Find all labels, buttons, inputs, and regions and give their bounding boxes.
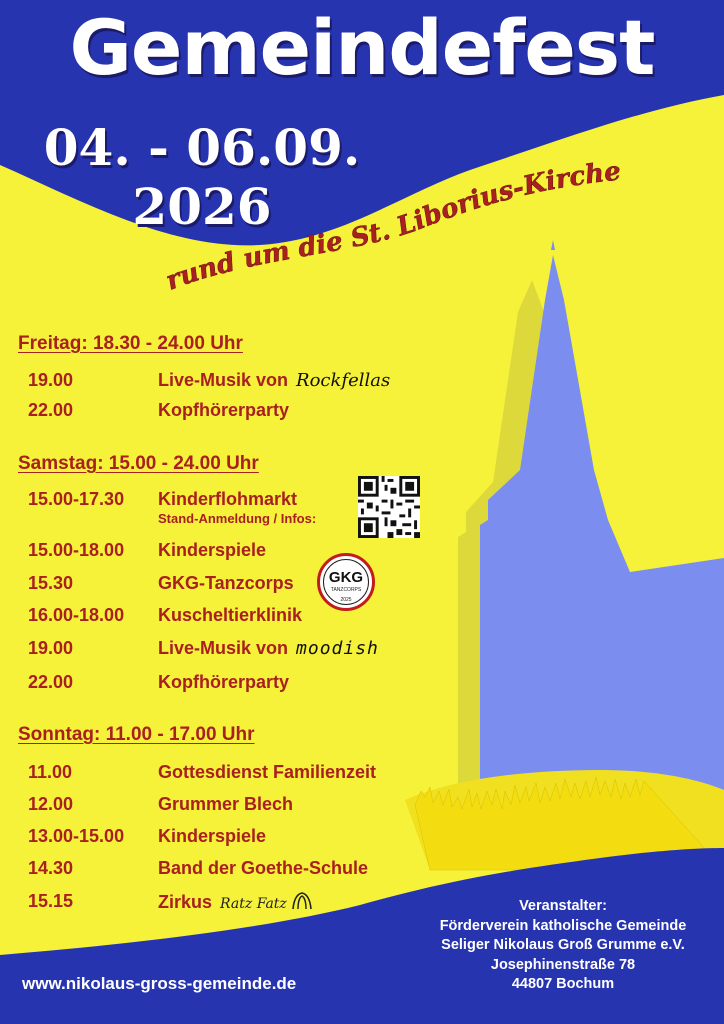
item-event: Kinderflohmarkt	[158, 489, 298, 509]
item-time: 15.00-17.30	[28, 489, 125, 509]
item-time: 11.00	[28, 762, 73, 782]
item-time: 22.00	[28, 672, 74, 692]
dates-range: 04. - 06.09.	[43, 118, 361, 177]
item-event: Zirkus Ratz Fatz	[158, 891, 313, 913]
church-spire-tip	[551, 240, 555, 250]
organizer-city: 44807 Bochum	[511, 976, 615, 992]
item-time: 15.00-18.00	[28, 540, 125, 560]
item-event: Kopfhörerparty	[158, 672, 290, 692]
item-event: Kinderspiele	[158, 826, 267, 846]
ratz-fatz-logo: Ratz Fatz	[220, 896, 287, 912]
poster-title: Gemeindefest	[69, 3, 655, 92]
organizer-heading: Veranstalter:	[519, 898, 607, 914]
gkg-tanzcorps-logo	[317, 553, 375, 611]
item-time: 13.00-15.00	[28, 826, 125, 846]
item-time: 15.15	[28, 891, 74, 911]
item-event: Band der Goethe-Schule	[158, 858, 369, 878]
organizer-line2: Seliger Nikolaus Groß Grumme e.V.	[441, 937, 685, 953]
item-event: Kinderspiele	[158, 540, 267, 560]
qr-code-icon[interactable]	[358, 476, 420, 538]
badge-sub: TANZCORPS	[330, 587, 362, 593]
subtitle-text: rund um die St. Liborius-Kirche	[162, 156, 623, 297]
organizer-block	[398, 897, 724, 995]
item-time: 22.00	[28, 400, 74, 420]
item-event: Gottesdienst Familienzeit	[158, 762, 377, 782]
dates-year: 2026	[132, 177, 272, 236]
item-time: 19.00	[28, 638, 74, 658]
item-event: Kuscheltierklinik	[158, 605, 303, 625]
organizer-line1: Förderverein katholische Gemeinde	[439, 917, 687, 934]
circus-tent-icon	[291, 891, 313, 911]
badge-text: GKG	[328, 569, 364, 586]
sunday-heading: Sonntag: 11.00 - 17.00 Uhr	[18, 724, 255, 745]
item-event: Live-Musik von Rockfellas	[158, 370, 391, 391]
item-time: 15.30	[28, 573, 74, 593]
website-link[interactable]: www.nikolaus-gross-gemeinde.de	[22, 974, 297, 993]
item-event: GKG-Tanzcorps	[158, 573, 294, 593]
item-event: Kopfhörerparty	[158, 400, 290, 420]
organizer-street: Josephinenstraße 78	[490, 956, 636, 973]
badge-year: 2025	[340, 597, 352, 603]
item-note: Stand-Anmeldung / Infos:	[158, 511, 317, 526]
item-time: 14.30	[28, 858, 74, 878]
rockfellas-logo: Rockfellas	[296, 370, 391, 391]
item-time: 19.00	[28, 370, 74, 390]
item-event: Live-Musik von moodish	[158, 638, 379, 659]
item-time: 16.00-18.00	[28, 605, 125, 625]
event-dates	[22, 120, 382, 234]
saturday-heading: Samstag: 15.00 - 24.00 Uhr	[18, 453, 259, 474]
moodish-logo: moodish	[296, 638, 379, 659]
item-event: Grummer Blech	[158, 794, 294, 814]
item-time: 12.00	[28, 794, 74, 814]
friday-heading: Freitag: 18.30 - 24.00 Uhr	[18, 333, 243, 354]
